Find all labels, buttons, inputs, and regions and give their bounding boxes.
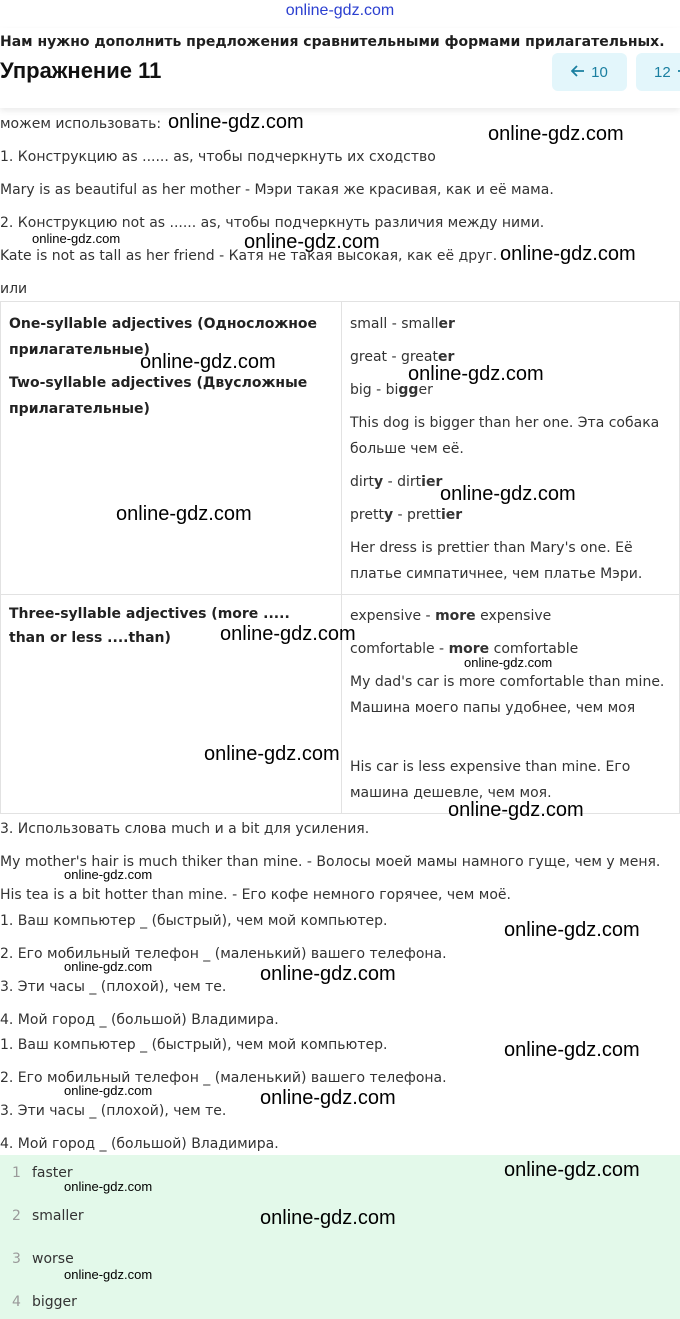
site-logo-link[interactable]: online-gdz.com <box>285 2 395 19</box>
adjectives-table <box>0 301 680 814</box>
body-line: 1. Ваш компьютер _ (быстрый), чем мой компьютер. <box>0 913 388 929</box>
prev-exercise-button[interactable] <box>552 53 627 91</box>
task-text: Нам нужно дополнить предложения сравнительными формами прилагательных. <box>0 34 665 50</box>
exercise-header <box>0 28 680 108</box>
watermark: online-gdz.com <box>260 1087 396 1109</box>
watermark: online-gdz.com <box>260 963 396 985</box>
intro-line: Mary is as beautiful as her mother - Мэри такая же красивая, как и её мама. <box>0 182 554 198</box>
example-car: My dad's car is more comfortable than mine. Машина моего папы удобнее, чем моя <box>350 674 665 716</box>
example-pretty: pretty - prettier <box>350 507 463 523</box>
watermark: online-gdz.com <box>32 231 121 246</box>
example-expensive: expensive - more expensive <box>350 608 552 624</box>
example-his-car: His car is less expensive than mine. Его машина дешевле, чем моя. <box>350 759 631 801</box>
example-dog: This dog is bigger than her one. Эта собака больше чем её. <box>350 415 660 457</box>
table-cell <box>342 595 680 814</box>
one-syllable-label: One-syllable adjectives (Односложное прилагательные) <box>9 316 318 358</box>
body-line: 3. Эти часы _ (плохой), чем те. <box>0 1103 227 1119</box>
arrow-left-icon <box>571 64 585 81</box>
watermark: online-gdz.com <box>116 503 252 525</box>
two-syllable-label: Two-syllable adjectives (Двусложные прилагательные) <box>9 375 308 417</box>
watermark: online-gdz.com <box>408 363 544 385</box>
intro-line: Kate is not as tall as her friend - Катя не такая высокая, как её друг. <box>0 248 498 264</box>
example-big: big - bigger <box>350 382 433 398</box>
watermark: online-gdz.com <box>204 743 340 765</box>
example-small: small - smaller <box>350 316 455 332</box>
watermark: online-gdz.com <box>140 351 276 373</box>
body-line: 2. Его мобильный телефон _ (маленький) вашего телефона. <box>0 1070 447 1086</box>
table-cell <box>1 302 342 595</box>
prev-exercise-label: 10 <box>591 63 608 81</box>
example-great: great - greater <box>350 349 455 365</box>
body-line: My mother's hair is much thiker than mine. - Волосы моей мамы намного гуще, чем у меня. <box>0 854 661 870</box>
answers-block: 1 faster 2 smaller 3 worse 4 bigger <box>0 1155 680 1319</box>
watermark: online-gdz.com <box>168 111 304 133</box>
body-line: 1. Ваш компьютер _ (быстрый), чем мой компьютер. <box>0 1037 388 1053</box>
table-row <box>1 302 680 595</box>
watermark: online-gdz.com <box>64 1267 153 1282</box>
watermark: online-gdz.com <box>244 231 380 253</box>
next-exercise-button[interactable] <box>636 53 680 91</box>
watermark: online-gdz.com <box>64 1083 153 1098</box>
watermark: online-gdz.com <box>440 483 576 505</box>
body-line: 4. Мой город _ (большой) Владимира. <box>0 1012 279 1028</box>
intro-line: или <box>0 281 28 297</box>
example-dirty: dirty - dirtier <box>350 474 443 490</box>
body-line: 3. Эти часы _ (плохой), чем те. <box>0 979 227 995</box>
watermark: online-gdz.com <box>464 655 553 670</box>
watermark: online-gdz.com <box>220 623 356 645</box>
intro-line: можем использовать: <box>0 116 162 132</box>
intro-line: 2. Конструкцию not as ...... as, чтобы подчеркнуть различия между ними. <box>0 215 545 231</box>
body-line: 4. Мой город _ (большой) Владимира. <box>0 1136 279 1152</box>
watermark: online-gdz.com <box>64 1179 153 1194</box>
watermark: online-gdz.com <box>504 1159 640 1181</box>
next-exercise-label: 12 <box>654 63 671 81</box>
example-comfortable: comfortable - more comfortable <box>350 641 579 657</box>
watermark: online-gdz.com <box>504 919 640 941</box>
body-line: His tea is a bit hotter than mine. - Его кофе немного горячее, чем моё. <box>0 887 511 903</box>
example-dress: Her dress is prettier than Mary's one. Её платье симпатичнее, чем платье Мэри. <box>350 540 643 582</box>
watermark: online-gdz.com <box>448 799 584 821</box>
three-syllable-label: Three-syllable adjectives (more ..... than or less ....than) <box>9 606 290 646</box>
intro-line: 1. Конструкцию as ...... as, чтобы подчеркнуть их сходство <box>0 149 436 165</box>
watermark: online-gdz.com <box>504 1039 640 1061</box>
body-line: 2. Его мобильный телефон _ (маленький) вашего телефона. <box>0 946 447 962</box>
watermark: online-gdz.com <box>64 867 153 882</box>
watermark: online-gdz.com <box>500 243 636 265</box>
watermark: online-gdz.com <box>260 1207 396 1229</box>
watermark: online-gdz.com <box>64 959 153 974</box>
watermark: online-gdz.com <box>488 123 624 145</box>
table-cell <box>342 302 680 595</box>
body-line: 3. Использовать слова much и a bit для усиления. <box>0 821 370 837</box>
exercise-title: Упражнение 11 <box>0 58 162 83</box>
